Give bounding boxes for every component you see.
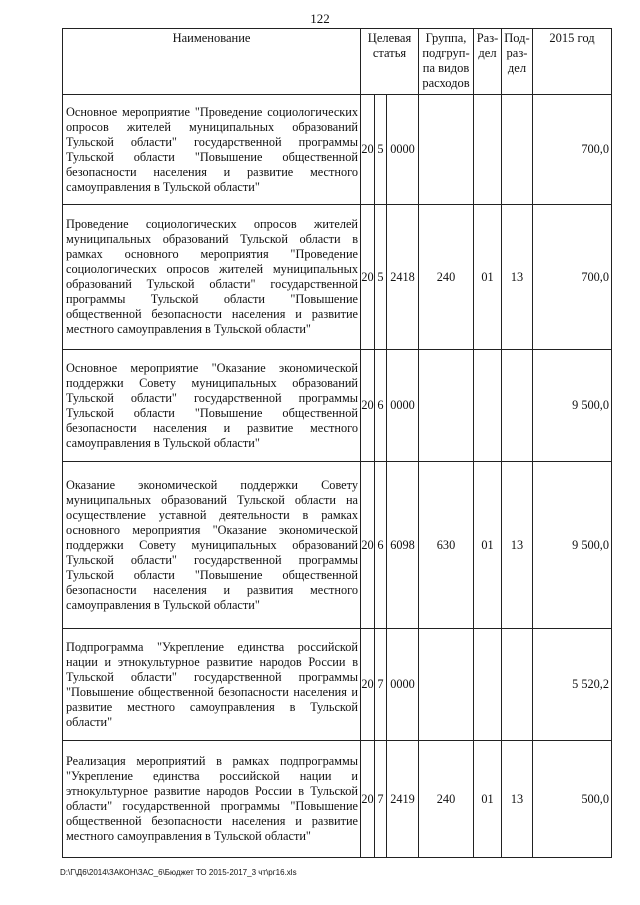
row-section: 01 [474,205,502,350]
row-section [474,350,502,462]
row-name: Основное мероприятие "Оказание экономической поддержки Совету муниципальных образований Тульской области" государственной программы Тульской области "Повышение общественной безопасности населения и развитие местного самоуправления в Тульской области" [63,350,361,462]
row-cs3: 0000 [387,350,419,462]
row-amount: 5 520,2 [533,629,612,741]
row-subsection [502,629,533,741]
row-name: Оказание экономической поддержки Совету муниципальных образований Тульской области на осуществление уставной деятельности в рамках основного мероприятия "Оказание экономической поддержки Совету муниципальных образований Тульской области" государственной программы Тульской области "Повышение общественной безопасности населения и развития местного самоуправления в Тульской области" [63,462,361,629]
row-name: Проведение социологических опросов жителей муниципальных образований Тульской области в рамках основного мероприятия "Проведение социологических опросов жителей муниципальных образований Тульской области" государственной программы Тульской области "Повышение общественной безопасности населения и развитие местного самоуправления в Тульской области" [63,205,361,350]
row-cs2: 7 [375,629,387,741]
row-name: Реализация мероприятий в рамках подпрограммы "Укрепление единства российской нации и этнокультурное развитие народов России в Тульской области" государственной программы "Повышение общественной безопасности населения и развитие местного самоуправления в Тульской области" [63,741,361,858]
page-number: 122 [310,11,330,26]
row-section: 01 [474,741,502,858]
row-name: Подпрограмма "Укрепление единства российской нации и этнокультурное развитие народов России в Тульской области" государственной программы "Повышение общественной безопасности населения и развитие местного самоуправления в Тульской области" [63,629,361,741]
row-cs2: 6 [375,350,387,462]
header-group: Группа, подгруп-па видов расходов [419,29,474,95]
row-group: 240 [419,205,474,350]
header-subsection: Под-раз-дел [502,29,533,95]
row-cs2: 6 [375,462,387,629]
row-cs1: 20 [361,629,375,741]
table-row [63,462,612,629]
row-cs1: 20 [361,350,375,462]
table-row [63,95,612,205]
row-cs3: 0000 [387,95,419,205]
table-row [63,629,612,741]
row-cs3: 0000 [387,629,419,741]
header-year: 2015 год [533,29,612,95]
row-subsection [502,350,533,462]
row-name: Основное мероприятие "Проведение социологических опросов жителей муниципальных образований Тульской области" государственной программы Тульской области "Повышение общественной безопасности населения и развитие местного самоуправления в Тульской области" [63,95,361,205]
header-target-article: Целевая статья [361,29,419,95]
row-section: 01 [474,462,502,629]
row-cs1: 20 [361,95,375,205]
row-amount: 700,0 [533,205,612,350]
row-section [474,629,502,741]
row-cs2: 5 [375,205,387,350]
row-cs3: 2418 [387,205,419,350]
table-row [63,741,612,858]
budget-table [62,28,612,858]
table-row [63,350,612,462]
header-section: Раз-дел [474,29,502,95]
row-cs3: 2419 [387,741,419,858]
row-amount: 9 500,0 [533,350,612,462]
row-subsection: 13 [502,741,533,858]
row-amount: 700,0 [533,95,612,205]
table-row [63,205,612,350]
row-group: 630 [419,462,474,629]
row-amount: 500,0 [533,741,612,858]
row-group [419,629,474,741]
row-cs1: 20 [361,205,375,350]
row-group: 240 [419,741,474,858]
row-cs1: 20 [361,741,375,858]
row-subsection [502,95,533,205]
row-cs1: 20 [361,462,375,629]
row-group [419,95,474,205]
table-header-row [63,29,612,95]
row-subsection: 13 [502,205,533,350]
row-amount: 9 500,0 [533,462,612,629]
header-name: Наименование [63,29,361,95]
row-section [474,95,502,205]
row-subsection: 13 [502,462,533,629]
row-cs2: 5 [375,95,387,205]
row-cs2: 7 [375,741,387,858]
row-cs3: 6098 [387,462,419,629]
row-group [419,350,474,462]
file-path-footer: D:\Г\Д6\2014\ЗАКОН\ЗАС_6\Бюджет ТО 2015-2017_3 чт\рг16.xls [60,868,297,877]
